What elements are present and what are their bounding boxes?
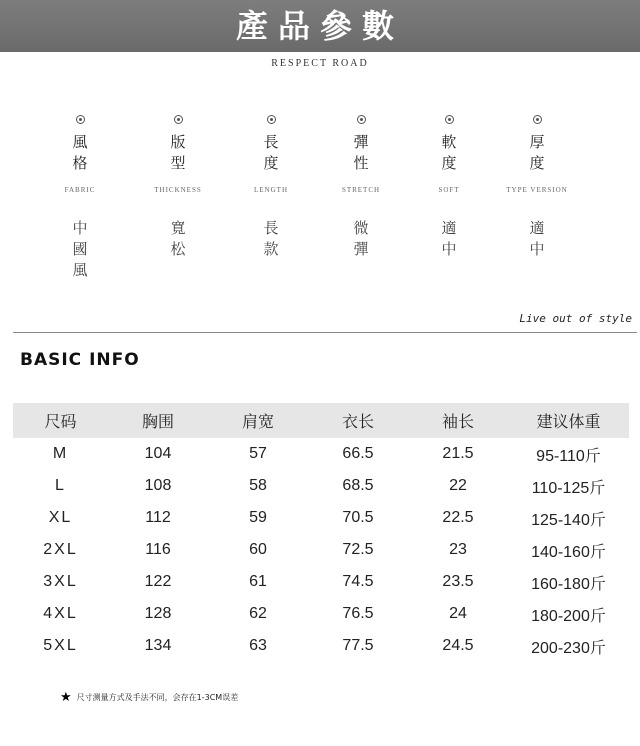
title-banner [0, 0, 640, 52]
param-en-label: SOFT [438, 186, 460, 194]
table-header [13, 403, 629, 438]
table-cell: 74.5 [342, 573, 374, 590]
table-cell: 61 [249, 573, 267, 590]
table-cell: 4XL [43, 605, 78, 622]
table-cell: 108 [144, 477, 172, 494]
divider [13, 332, 637, 333]
param-name: 版 型 [170, 133, 186, 172]
param-fit [133, 115, 223, 260]
table-cell: 116 [145, 541, 171, 558]
table-cell: 95-110斤 [536, 447, 601, 465]
table-cell: 66.5 [342, 445, 374, 462]
table-cell: 23 [449, 541, 467, 558]
table-cell: 112 [145, 509, 171, 526]
table-cell: 3XL [43, 573, 78, 590]
table-cell: 60 [249, 541, 267, 558]
param-name: 彈 性 [353, 133, 369, 172]
param-value: 微 彈 [353, 219, 369, 258]
table-cell: 128 [144, 605, 172, 622]
table-row [13, 502, 629, 534]
table-body [13, 438, 629, 662]
table-cell: 134 [144, 637, 172, 654]
table-cell: 2XL [43, 541, 78, 558]
param-name: 風 格 [72, 133, 88, 172]
product-params [35, 115, 605, 305]
table-cell: 180-200斤 [531, 607, 606, 625]
bullet-icon [76, 115, 85, 124]
table-cell: 22.5 [442, 509, 474, 526]
section-title: BASIC INFO [20, 350, 140, 370]
table-cell: 5XL [43, 637, 78, 654]
table-cell: 24.5 [442, 637, 474, 654]
table-cell: 22 [449, 477, 467, 494]
tagline: Live out of style [519, 312, 632, 325]
table-cell: 62 [249, 605, 267, 622]
table-cell: 72.5 [342, 541, 374, 558]
table-cell: 160-180斤 [531, 575, 606, 593]
table-cell: 110-125斤 [531, 479, 606, 497]
param-value: 長 款 [263, 219, 279, 258]
page-subtitle: RESPECT ROAD [271, 58, 369, 69]
table-cell: 68.5 [342, 477, 374, 494]
param-name: 長 度 [263, 133, 279, 172]
table-cell: 140-160斤 [531, 543, 606, 561]
param-en-label: TYPE VERSION [506, 186, 568, 194]
param-thickness [492, 115, 582, 260]
bullet-icon [533, 115, 542, 124]
param-en-label: LENGTH [254, 186, 288, 194]
param-en-label: FABRIC [64, 186, 96, 194]
param-en-label: STRETCH [341, 186, 381, 194]
table-cell: 59 [249, 509, 267, 526]
page-title: 產品參數 [235, 7, 404, 45]
column-header: 袖长 [441, 414, 474, 431]
param-en-label: THICKNESS [154, 186, 202, 194]
param-softness [404, 115, 494, 260]
param-length [226, 115, 316, 260]
table-cell: 200-230斤 [531, 639, 606, 657]
table-row [13, 630, 629, 662]
table-cell: 70.5 [342, 509, 374, 526]
table-cell: 23.5 [442, 573, 474, 590]
footnote [60, 690, 238, 705]
table-cell: 76.5 [342, 605, 374, 622]
table-cell: 58 [249, 477, 267, 494]
table-row [13, 566, 629, 598]
table-cell: M [52, 445, 69, 462]
table-cell: 21.5 [442, 445, 474, 462]
table-cell: 125-140斤 [531, 511, 606, 529]
param-name: 軟 度 [441, 133, 457, 172]
table-row [13, 470, 629, 502]
star-icon: ★ [60, 690, 72, 705]
param-value: 適 中 [529, 219, 545, 258]
table-cell: XL [48, 509, 73, 526]
table-cell: 57 [249, 445, 267, 462]
param-value: 適 中 [441, 219, 457, 258]
column-header: 胸围 [141, 414, 174, 431]
footnote-text: 尺寸测量方式及手法不同，会存在1-3CM误差 [76, 693, 239, 702]
table-row [13, 534, 629, 566]
column-header: 尺码 [44, 414, 77, 431]
column-header: 衣长 [341, 414, 374, 431]
param-value: 中 國 風 [72, 219, 88, 279]
column-header: 肩宽 [241, 414, 274, 431]
table-cell: 63 [249, 637, 267, 654]
bullet-icon [174, 115, 183, 124]
table-cell: L [55, 477, 66, 494]
table-cell: 77.5 [342, 637, 374, 654]
table-cell: 24 [449, 605, 467, 622]
column-header: 建议体重 [536, 414, 601, 431]
table-row [13, 438, 629, 470]
table-cell: 122 [144, 573, 172, 590]
bullet-icon [267, 115, 276, 124]
param-style [35, 115, 125, 281]
bullet-icon [445, 115, 454, 124]
param-value: 寬 松 [170, 219, 186, 258]
bullet-icon [357, 115, 366, 124]
param-stretch [316, 115, 406, 260]
param-name: 厚 度 [529, 133, 545, 172]
table-row [13, 598, 629, 630]
table-cell: 104 [144, 445, 172, 462]
size-table [13, 403, 629, 662]
